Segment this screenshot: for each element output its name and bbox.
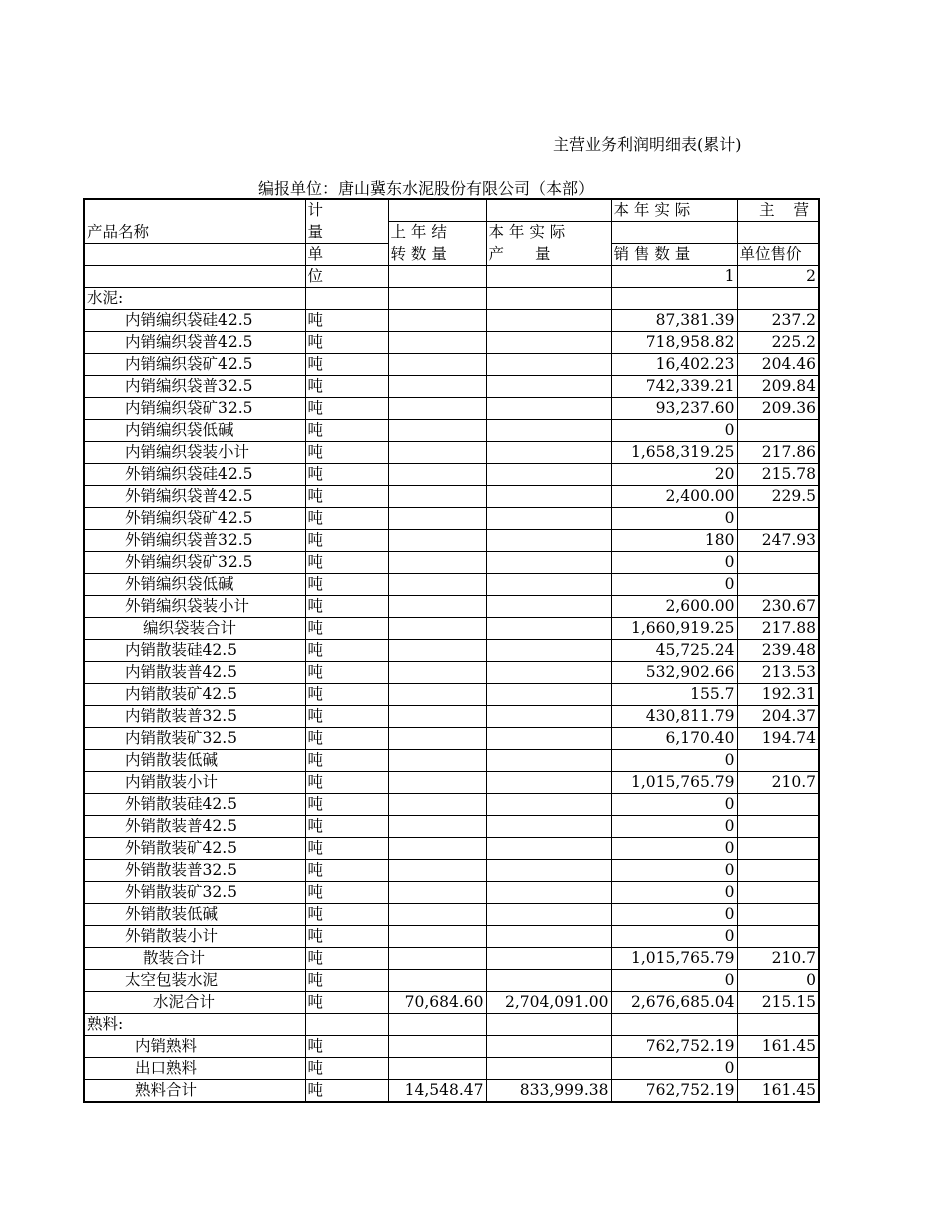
table-row — [84, 596, 819, 618]
sales-qty-cell: 180 — [611, 530, 737, 552]
carry-qty-cell — [388, 420, 486, 442]
product-name-cell: 内销散装普42.5 — [84, 662, 305, 684]
production-qty-cell — [486, 1014, 611, 1036]
unit-cell: 吨 — [305, 442, 388, 464]
sales-qty-cell: 20 — [611, 464, 737, 486]
production-qty-cell: 2,704,091.00 — [486, 992, 611, 1014]
unit-price-cell: 194.74 — [737, 728, 819, 750]
production-qty-cell — [486, 376, 611, 398]
sales-qty-cell: 87,381.39 — [611, 310, 737, 332]
header-sales-top: 本 年 实 际 — [611, 199, 737, 222]
unit-price-cell: 229.5 — [737, 486, 819, 508]
unit-cell: 吨 — [305, 574, 388, 596]
unit-cell: 吨 — [305, 684, 388, 706]
carry-qty-cell — [388, 838, 486, 860]
unit-cell: 吨 — [305, 552, 388, 574]
unit-price-cell — [737, 1058, 819, 1080]
header-prod-bot: 产 量 — [486, 244, 611, 266]
table-row — [84, 728, 819, 750]
sales-qty-cell: 0 — [611, 904, 737, 926]
carry-qty-cell — [388, 970, 486, 992]
production-qty-cell — [486, 838, 611, 860]
header-cell — [84, 266, 305, 288]
header-row-2 — [84, 222, 819, 244]
unit-cell: 吨 — [305, 376, 388, 398]
product-name-cell: 编织袋装合计 — [84, 618, 305, 640]
unit-cell: 吨 — [305, 596, 388, 618]
unit-cell: 吨 — [305, 662, 388, 684]
sales-qty-cell: 1,015,765.79 — [611, 948, 737, 970]
carry-qty-cell — [388, 882, 486, 904]
production-qty-cell — [486, 926, 611, 948]
table-row — [84, 794, 819, 816]
unit-price-cell: 247.93 — [737, 530, 819, 552]
product-name-cell: 熟料合计 — [84, 1080, 305, 1103]
sales-qty-cell: 0 — [611, 860, 737, 882]
unit-price-cell — [737, 574, 819, 596]
table-row — [84, 706, 819, 728]
product-name-cell: 外销散装矿32.5 — [84, 882, 305, 904]
unit-price-cell: 209.36 — [737, 398, 819, 420]
header-carry-top: 上 年 结 — [388, 222, 486, 244]
header-cell — [84, 244, 305, 266]
header-carry-bot: 转 数 量 — [388, 244, 486, 266]
production-qty-cell: 833,999.38 — [486, 1080, 611, 1103]
table-row — [84, 882, 819, 904]
unit-price-cell: 0 — [737, 970, 819, 992]
sales-qty-cell: 0 — [611, 508, 737, 530]
sales-qty-cell: 532,902.66 — [611, 662, 737, 684]
header-unit-mid: 量 — [305, 222, 388, 244]
product-name-cell: 外销编织袋普42.5 — [84, 486, 305, 508]
product-name-cell: 内销散装低碱 — [84, 750, 305, 772]
carry-qty-cell — [388, 640, 486, 662]
unit-cell: 吨 — [305, 926, 388, 948]
unit-cell: 吨 — [305, 420, 388, 442]
product-name-cell: 内销散装普32.5 — [84, 706, 305, 728]
table-row — [84, 376, 819, 398]
production-qty-cell — [486, 398, 611, 420]
unit-price-cell — [737, 750, 819, 772]
sales-qty-cell: 0 — [611, 552, 737, 574]
reporting-unit: 编报单位：唐山冀东水泥股份有限公司（本部） — [258, 179, 595, 198]
production-qty-cell — [486, 288, 611, 310]
unit-cell: 吨 — [305, 640, 388, 662]
sales-qty-cell: 0 — [611, 574, 737, 596]
product-name-cell: 内销散装小计 — [84, 772, 305, 794]
sales-qty-cell: 1,015,765.79 — [611, 772, 737, 794]
production-qty-cell — [486, 860, 611, 882]
sales-qty-cell: 430,811.79 — [611, 706, 737, 728]
production-qty-cell — [486, 1058, 611, 1080]
unit-price-cell: 215.15 — [737, 992, 819, 1014]
unit-cell: 吨 — [305, 310, 388, 332]
product-name-cell: 内销编织袋矿32.5 — [84, 398, 305, 420]
production-qty-cell — [486, 552, 611, 574]
product-name-cell: 内销编织袋普32.5 — [84, 376, 305, 398]
unit-price-cell: 161.45 — [737, 1036, 819, 1058]
header-unit-top: 计 — [305, 199, 388, 222]
sales-qty-cell: 2,600.00 — [611, 596, 737, 618]
production-qty-cell — [486, 354, 611, 376]
table-row — [84, 1036, 819, 1058]
carry-qty-cell — [388, 706, 486, 728]
product-name-cell: 内销编织袋装小计 — [84, 442, 305, 464]
header-row-4 — [84, 266, 819, 288]
production-qty-cell — [486, 486, 611, 508]
product-name-cell: 内销熟料 — [84, 1036, 305, 1058]
unit-price-cell: 217.88 — [737, 618, 819, 640]
carry-qty-cell — [388, 398, 486, 420]
unit-price-cell: 192.31 — [737, 684, 819, 706]
table-row — [84, 816, 819, 838]
unit-price-cell: 204.46 — [737, 354, 819, 376]
carry-qty-cell — [388, 926, 486, 948]
unit-cell: 吨 — [305, 398, 388, 420]
product-name-cell: 外销散装低碱 — [84, 904, 305, 926]
carry-qty-cell — [388, 794, 486, 816]
unit-cell: 吨 — [305, 618, 388, 640]
unit-cell: 吨 — [305, 970, 388, 992]
product-name-cell: 外销散装硅42.5 — [84, 794, 305, 816]
table-row — [84, 442, 819, 464]
table-row — [84, 750, 819, 772]
unit-cell: 吨 — [305, 860, 388, 882]
production-qty-cell — [486, 530, 611, 552]
table-row — [84, 288, 819, 310]
header-prod-top: 本 年 实 际 — [486, 222, 611, 244]
carry-qty-cell — [388, 728, 486, 750]
production-qty-cell — [486, 310, 611, 332]
unit-cell: 吨 — [305, 706, 388, 728]
unit-price-cell: 213.53 — [737, 662, 819, 684]
sales-qty-cell: 0 — [611, 794, 737, 816]
sales-qty-cell: 762,752.19 — [611, 1036, 737, 1058]
sales-qty-cell: 0 — [611, 882, 737, 904]
carry-qty-cell — [388, 574, 486, 596]
unit-price-cell: 217.86 — [737, 442, 819, 464]
header-sales-bot: 销 售 数 量 — [611, 244, 737, 266]
unit-cell: 吨 — [305, 728, 388, 750]
product-name-cell: 外销编织袋装小计 — [84, 596, 305, 618]
unit-cell: 吨 — [305, 508, 388, 530]
unit-price-cell: 210.7 — [737, 948, 819, 970]
production-qty-cell — [486, 750, 611, 772]
header-price-top: 主 营 — [737, 199, 819, 222]
product-name-cell: 外销散装普42.5 — [84, 816, 305, 838]
table-row — [84, 574, 819, 596]
unit-price-cell — [737, 420, 819, 442]
table-row — [84, 948, 819, 970]
sales-qty-cell: 2,676,685.04 — [611, 992, 737, 1014]
sales-qty-cell: 0 — [611, 1058, 737, 1080]
product-name-cell: 外销编织袋矿32.5 — [84, 552, 305, 574]
unit-price-cell — [737, 882, 819, 904]
header-row-1 — [84, 199, 819, 222]
unit-cell: 吨 — [305, 1036, 388, 1058]
product-name-cell: 外销散装小计 — [84, 926, 305, 948]
header-price-index: 2 — [737, 266, 819, 288]
sales-qty-cell: 0 — [611, 970, 737, 992]
production-qty-cell — [486, 904, 611, 926]
product-name-cell: 内销编织袋矿42.5 — [84, 354, 305, 376]
unit-price-cell — [737, 288, 819, 310]
product-name-cell: 内销散装硅42.5 — [84, 640, 305, 662]
production-qty-cell — [486, 970, 611, 992]
carry-qty-cell — [388, 288, 486, 310]
sales-qty-cell: 742,339.21 — [611, 376, 737, 398]
unit-price-cell — [737, 838, 819, 860]
unit-cell: 吨 — [305, 992, 388, 1014]
carry-qty-cell — [388, 508, 486, 530]
product-name-cell: 内销编织袋低碱 — [84, 420, 305, 442]
sales-qty-cell: 2,400.00 — [611, 486, 737, 508]
carry-qty-cell — [388, 772, 486, 794]
sales-qty-cell: 155.7 — [611, 684, 737, 706]
unit-cell: 吨 — [305, 816, 388, 838]
unit-price-cell — [737, 508, 819, 530]
unit-price-cell — [737, 1014, 819, 1036]
header-cell — [388, 199, 486, 222]
production-qty-cell — [486, 662, 611, 684]
unit-price-cell — [737, 860, 819, 882]
carry-qty-cell — [388, 332, 486, 354]
unit-cell: 吨 — [305, 904, 388, 926]
production-qty-cell — [486, 442, 611, 464]
carry-qty-cell — [388, 860, 486, 882]
unit-cell: 吨 — [305, 1058, 388, 1080]
table-row — [84, 310, 819, 332]
carry-qty-cell — [388, 376, 486, 398]
production-qty-cell — [486, 420, 611, 442]
carry-qty-cell: 70,684.60 — [388, 992, 486, 1014]
product-name-cell: 水泥: — [84, 288, 305, 310]
table-row — [84, 926, 819, 948]
sales-qty-cell: 0 — [611, 926, 737, 948]
product-name-cell: 出口熟料 — [84, 1058, 305, 1080]
carry-qty-cell — [388, 684, 486, 706]
unit-cell — [305, 288, 388, 310]
carry-qty-cell — [388, 816, 486, 838]
unit-cell: 吨 — [305, 332, 388, 354]
sales-qty-cell: 6,170.40 — [611, 728, 737, 750]
table-row — [84, 1014, 819, 1036]
header-cell — [486, 266, 611, 288]
product-name-cell: 内销编织袋普42.5 — [84, 332, 305, 354]
table-row — [84, 684, 819, 706]
carry-qty-cell — [388, 464, 486, 486]
carry-qty-cell — [388, 552, 486, 574]
table-row — [84, 420, 819, 442]
unit-price-cell: 239.48 — [737, 640, 819, 662]
sales-qty-cell: 16,402.23 — [611, 354, 737, 376]
header-cell — [486, 199, 611, 222]
product-name-cell: 熟料: — [84, 1014, 305, 1036]
unit-cell: 吨 — [305, 948, 388, 970]
table-row — [84, 464, 819, 486]
table-row — [84, 398, 819, 420]
header-cell — [611, 222, 737, 244]
sales-qty-cell: 1,660,919.25 — [611, 618, 737, 640]
sales-qty-cell: 0 — [611, 816, 737, 838]
carry-qty-cell: 14,548.47 — [388, 1080, 486, 1103]
production-qty-cell — [486, 728, 611, 750]
unit-cell: 吨 — [305, 530, 388, 552]
carry-qty-cell — [388, 750, 486, 772]
production-qty-cell — [486, 508, 611, 530]
carry-qty-cell — [388, 530, 486, 552]
production-qty-cell — [486, 684, 611, 706]
production-qty-cell — [486, 772, 611, 794]
unit-price-cell: 210.7 — [737, 772, 819, 794]
table-row — [84, 992, 819, 1014]
sales-qty-cell — [611, 1014, 737, 1036]
product-name-cell: 外销散装普32.5 — [84, 860, 305, 882]
header-unit-low: 单 — [305, 244, 388, 266]
table-row — [84, 354, 819, 376]
unit-price-cell: 215.78 — [737, 464, 819, 486]
carry-qty-cell — [388, 1036, 486, 1058]
header-cell — [84, 199, 305, 222]
product-name-cell: 太空包装水泥 — [84, 970, 305, 992]
table-row — [84, 332, 819, 354]
sales-qty-cell: 93,237.60 — [611, 398, 737, 420]
header-row-3 — [84, 244, 819, 266]
unit-cell: 吨 — [305, 794, 388, 816]
carry-qty-cell — [388, 1014, 486, 1036]
carry-qty-cell — [388, 948, 486, 970]
unit-price-cell — [737, 552, 819, 574]
sales-qty-cell: 762,752.19 — [611, 1080, 737, 1103]
table-row — [84, 860, 819, 882]
unit-price-cell: 230.67 — [737, 596, 819, 618]
table-row — [84, 772, 819, 794]
table-row — [84, 486, 819, 508]
carry-qty-cell — [388, 596, 486, 618]
unit-cell: 吨 — [305, 750, 388, 772]
carry-qty-cell — [388, 486, 486, 508]
header-cell — [737, 222, 819, 244]
carry-qty-cell — [388, 662, 486, 684]
unit-cell: 吨 — [305, 838, 388, 860]
table-row — [84, 1058, 819, 1080]
unit-price-cell — [737, 816, 819, 838]
production-qty-cell — [486, 464, 611, 486]
sales-qty-cell — [611, 288, 737, 310]
table-row — [84, 662, 819, 684]
product-name-cell: 外销编织袋硅42.5 — [84, 464, 305, 486]
product-name-cell: 内销散装矿32.5 — [84, 728, 305, 750]
carry-qty-cell — [388, 1058, 486, 1080]
production-qty-cell — [486, 794, 611, 816]
production-qty-cell — [486, 948, 611, 970]
unit-price-cell: 209.84 — [737, 376, 819, 398]
production-qty-cell — [486, 618, 611, 640]
product-name-cell: 内销散装矿42.5 — [84, 684, 305, 706]
product-name-cell: 外销编织袋低碱 — [84, 574, 305, 596]
product-name-cell: 水泥合计 — [84, 992, 305, 1014]
product-name-cell: 内销编织袋硅42.5 — [84, 310, 305, 332]
production-qty-cell — [486, 574, 611, 596]
table-row — [84, 552, 819, 574]
product-name-cell: 外销编织袋矿42.5 — [84, 508, 305, 530]
carry-qty-cell — [388, 310, 486, 332]
unit-cell — [305, 1014, 388, 1036]
unit-price-cell — [737, 794, 819, 816]
unit-cell: 吨 — [305, 354, 388, 376]
product-name-cell: 散装合计 — [84, 948, 305, 970]
unit-price-cell: 204.37 — [737, 706, 819, 728]
product-name-cell: 外销编织袋普32.5 — [84, 530, 305, 552]
carry-qty-cell — [388, 354, 486, 376]
table-row — [84, 530, 819, 552]
sales-qty-cell: 0 — [611, 750, 737, 772]
table-row — [84, 618, 819, 640]
unit-price-cell — [737, 904, 819, 926]
production-qty-cell — [486, 882, 611, 904]
sales-qty-cell: 0 — [611, 420, 737, 442]
production-qty-cell — [486, 596, 611, 618]
unit-cell: 吨 — [305, 882, 388, 904]
table-row — [84, 1080, 819, 1103]
profit-detail-table — [83, 198, 820, 1103]
sales-qty-cell: 45,725.24 — [611, 640, 737, 662]
product-name-cell: 外销散装矿42.5 — [84, 838, 305, 860]
sales-qty-cell: 718,958.82 — [611, 332, 737, 354]
sales-qty-cell: 1,658,319.25 — [611, 442, 737, 464]
header-unit-bot: 位 — [305, 266, 388, 288]
table-row — [84, 904, 819, 926]
header-cell — [388, 266, 486, 288]
unit-price-cell: 225.2 — [737, 332, 819, 354]
carry-qty-cell — [388, 904, 486, 926]
sales-qty-cell: 0 — [611, 838, 737, 860]
carry-qty-cell — [388, 618, 486, 640]
production-qty-cell — [486, 640, 611, 662]
table-row — [84, 508, 819, 530]
unit-price-cell: 161.45 — [737, 1080, 819, 1103]
header-product-name: 产品名称 — [84, 222, 305, 244]
table-row — [84, 640, 819, 662]
production-qty-cell — [486, 332, 611, 354]
carry-qty-cell — [388, 442, 486, 464]
production-qty-cell — [486, 816, 611, 838]
production-qty-cell — [486, 706, 611, 728]
unit-price-cell — [737, 926, 819, 948]
unit-cell: 吨 — [305, 486, 388, 508]
unit-price-cell: 237.2 — [737, 310, 819, 332]
unit-cell: 吨 — [305, 1080, 388, 1103]
report-title: 主营业务利润明细表(累计) — [553, 135, 742, 154]
table-row — [84, 838, 819, 860]
header-price-bot: 单位售价 — [737, 244, 819, 266]
unit-cell: 吨 — [305, 464, 388, 486]
table-row — [84, 970, 819, 992]
header-sales-index: 1 — [611, 266, 737, 288]
production-qty-cell — [486, 1036, 611, 1058]
unit-cell: 吨 — [305, 772, 388, 794]
